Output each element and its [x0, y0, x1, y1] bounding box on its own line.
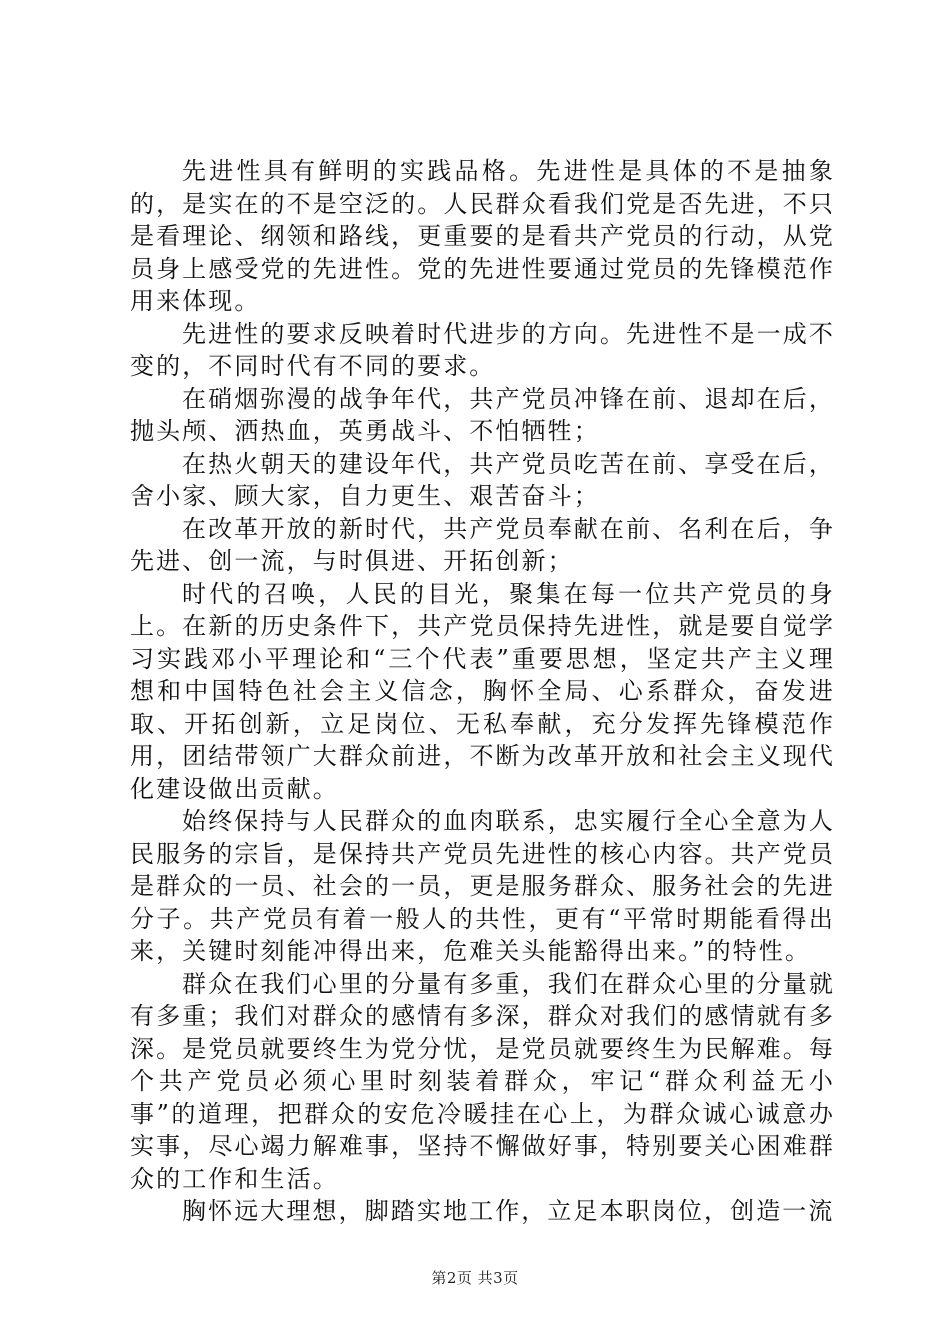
- page-number-footer: 第2页 共3页: [431, 1269, 519, 1287]
- paragraph: 先进性的要求反映着时代进步的方向。先进性不是一成不变的，不同时代有不同的要求。: [130, 319, 835, 380]
- document-body: [130, 155, 835, 1228]
- paragraph: 群众在我们心里的分量有多重，我们在群众心里的分量就有多重；我们对群众的感情有多深，群众对我们的感情就有多深。是党员就要终生为党分忧，是党员就要终生为民解难。每个共产党员必须心里时刻装着群众，牢记“群众利益无小事”的道理，把群众的安危冷暖挂在心上，为群众诚心诚意办实事，尽心竭力解难事，坚持不懈做好事，特别要关心困难群众的工作和生活。: [130, 969, 835, 1193]
- paragraph: 胸怀远大理想，脚踏实地工作，立足本职岗位，创造一流: [182, 1197, 835, 1225]
- paragraph: 时代的召唤，人民的目光，聚集在每一位共产党员的身上。在新的历史条件下，共产党员保持先进性，就是要自觉学习实践邓小平理论和“三个代表”重要思想，坚定共产主义理想和中国特色社会主义信念，胸怀全局、心系群众，奋发进取、开拓创新，立足岗位、无私奉献，充分发挥先锋模范作用，团结带领广大群众前进，不断为改革开放和社会主义现代化建设做出贡献。: [130, 579, 835, 803]
- paragraph: 在热火朝天的建设年代，共产党员吃苦在前、享受在后，舍小家、顾大家，自力更生、艰苦奋斗；: [130, 449, 835, 510]
- paragraph: 始终保持与人民群众的血肉联系，忠实履行全心全意为人民服务的宗旨，是保持共产党员先进性的核心内容。共产党员是群众的一员、社会的一员，更是服务群众、服务社会的先进分子。共产党员有着一般人的共性，更有“平常时期能看得出来，关键时刻能冲得出来，危难关头能豁得出来。”的特性。: [130, 807, 835, 965]
- paragraph: 在硝烟弥漫的战争年代，共产党员冲锋在前、退却在后，抛头颅、洒热血，英勇战斗、不怕牺牲；: [130, 384, 835, 445]
- paragraph: 先进性具有鲜明的实践品格。先进性是具体的不是抽象的，是实在的不是空泛的。人民群众看我们党是否先进，不只是看理论、纲领和路线，更重要的是看共产党员的行动，从党员身上感受党的先进性。党的先进性要通过党员的先锋模范作用来体现。: [130, 157, 835, 315]
- paragraph: 在改革开放的新时代，共产党员奉献在前、名利在后，争先进、创一流，与时俱进、开拓创新；: [130, 514, 835, 575]
